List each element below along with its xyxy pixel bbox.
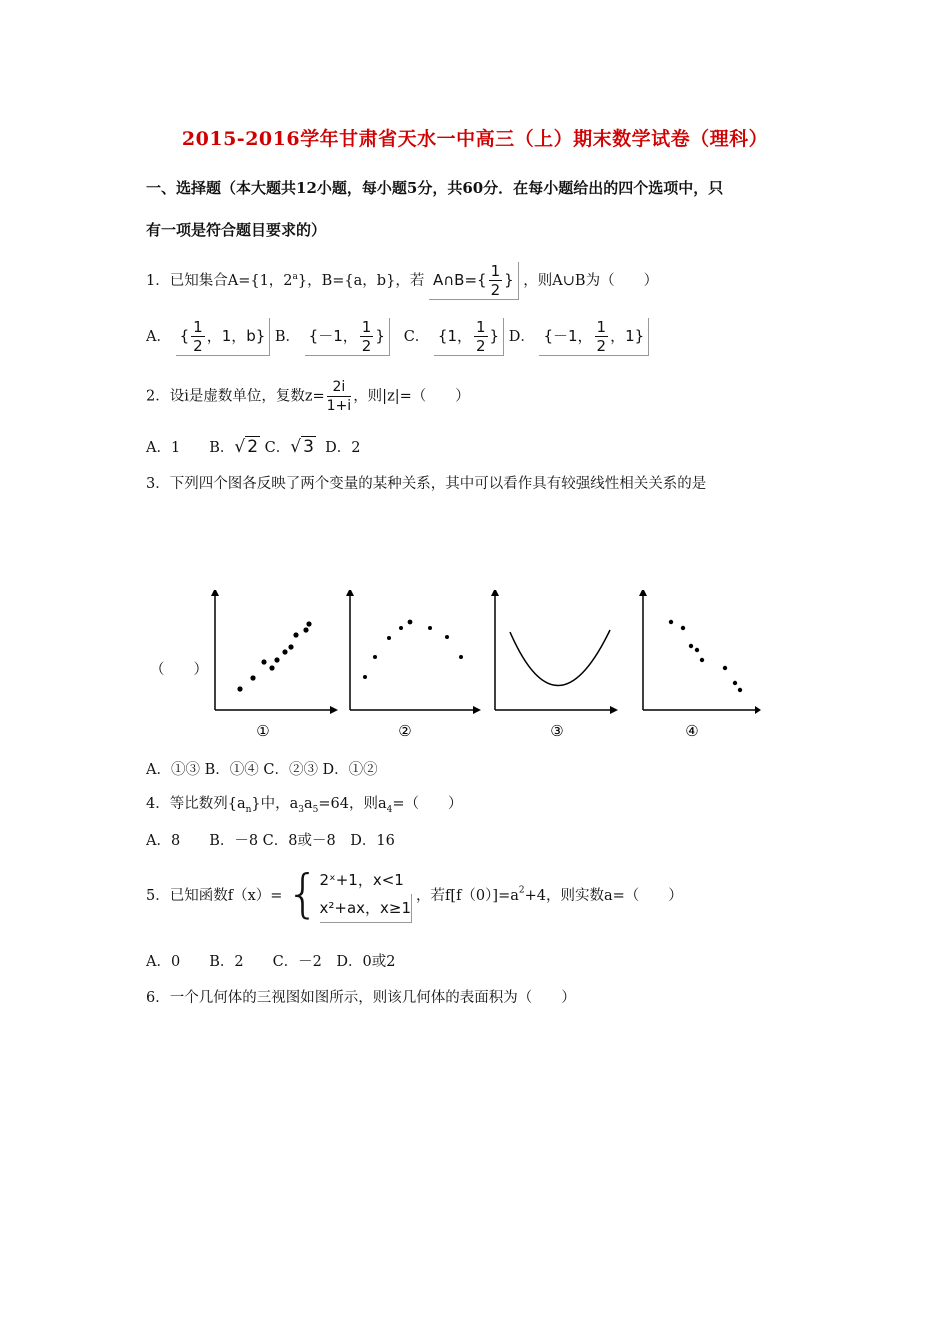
q1-option-c[interactable]: C． {1， $\frac{1}{2}$ }	[404, 329, 509, 345]
graph-2	[346, 590, 481, 740]
q1-condition: A∩B={ $\frac{1}{2}$ }	[429, 262, 519, 300]
graph-3-label: ③	[550, 722, 564, 740]
graph-1	[211, 590, 338, 740]
section-heading-line2: 有一项是符合题目要求的）	[146, 221, 327, 239]
page-title: 2015-2016学年甘肃省天水一中高三（上）期末数学试卷（理科）	[181, 128, 769, 150]
q4-options: A．8 B．－8 C．8或－8 D．16	[146, 833, 395, 849]
graph-3	[491, 590, 618, 740]
graph-2-label: ②	[398, 722, 412, 740]
graph-4-label: ④	[685, 722, 699, 740]
question-4: 4．等比数列$\{a_n\}$中，$a_3a_5=64$，则$a_4=$（ ）	[146, 796, 463, 815]
sqrt-3: √ 3	[290, 437, 314, 457]
sqrt-2: √ 2	[234, 437, 259, 457]
q1-option-b[interactable]: B． {－1， $\frac{1}{2}$ }	[275, 329, 395, 345]
q1-option-d[interactable]: D． {－1， $\frac{1}{2}$ ，1}	[509, 329, 649, 345]
q5-piecewise: { 2ˣ+1，x<1 x²+ax，x≥1	[286, 864, 412, 925]
question-3: 3．下列四个图各反映了两个变量的某种关系，其中可以看作具有较强线性相关关系的是	[146, 476, 707, 492]
section-heading-line1: 一、选择题（本大题共12小题，每小题5分，共60分．在每小题给出的四个选项中，只	[146, 179, 724, 197]
question-6: 6．一个几何体的三视图如图所示，则该几何体的表面积为（ ）	[146, 990, 576, 1006]
question-2: 2．设i是虚数单位，复数z= $\frac{2i}{1+i}$ ，则|z|=（ ）	[146, 379, 470, 414]
q3-options: A．①③ B．①④ C．②③ D．①②	[146, 762, 378, 778]
q3-answer-paren: （ ）	[150, 662, 208, 678]
graph-1-label: ①	[256, 722, 270, 740]
graph-4	[639, 590, 761, 740]
q2-options: A．1 B．√ 2 C．√ 3 D．2	[146, 437, 361, 457]
question-1: 1．已知集合A={1，2$^a$}，B={a，b}，若 A∩B={ $\frac{1}{2}$ } ，则A∪B为（ ）	[146, 262, 659, 299]
q5-options: A．0 B．2 C．－2 D．0或2	[146, 954, 396, 970]
question-5: 5．已知函数f（x）={ 2ˣ+1，x<1 x²+ax，x≥1 ，若$f[f(0)]=a^2+4$，则实数a=（ ）	[146, 864, 683, 925]
q1-options	[146, 318, 649, 356]
q2-fraction: $\frac{2i}{1+i}$	[326, 379, 352, 414]
q1-option-a[interactable]: A． { $\frac{1}{2}$ ，1，b}	[146, 329, 275, 345]
scatter-graphs-figure	[205, 590, 761, 740]
